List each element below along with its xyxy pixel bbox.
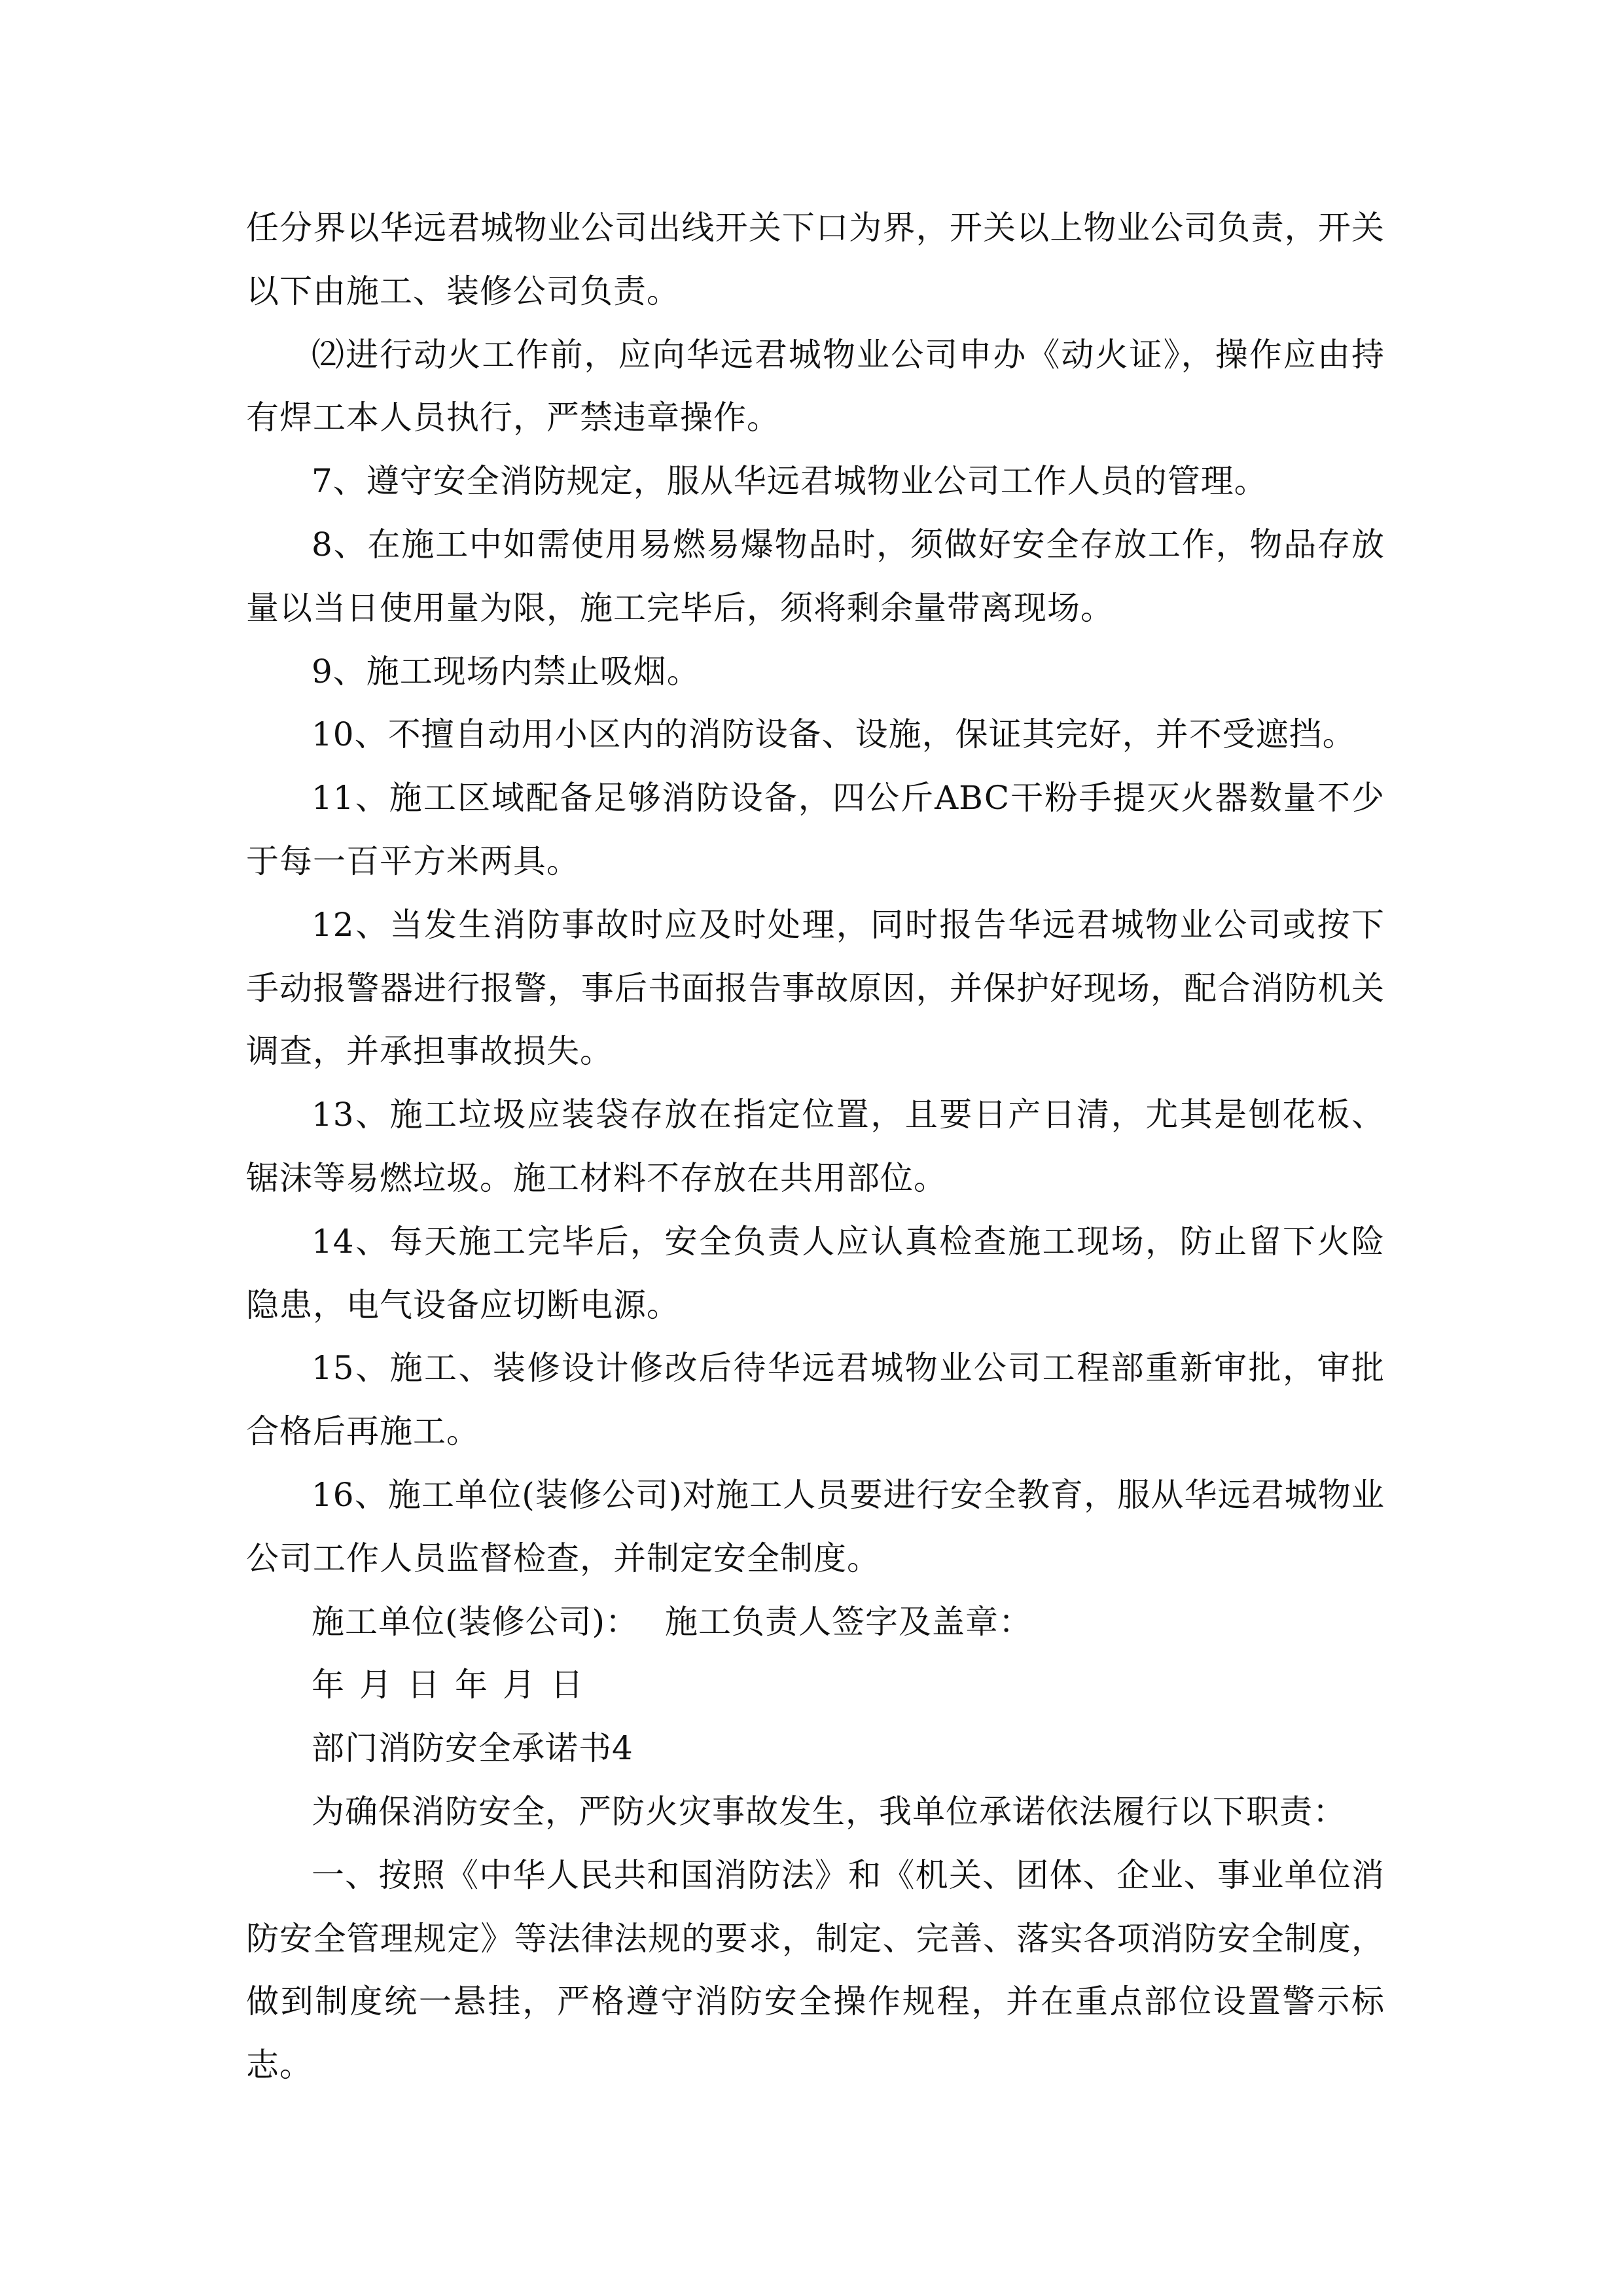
date-month-2: 月 — [503, 1666, 536, 1704]
date-day-1: 日 — [407, 1666, 440, 1704]
paragraph-item-13: 13、施工垃圾应装袋存放在指定位置，且要日产日清，尤其是刨花板、锯沫等易燃垃圾。施工材料不存放在共用部位。 — [246, 1096, 1385, 1197]
paragraph-hot-work-permit: ⑵进行动火工作前，应向华远君城物业公司申办《动火证》，操作应由持有焊工本人员执行，严禁违章操作。 — [246, 335, 1385, 437]
signature-unit-label: 施工单位(装修公司)： — [312, 1602, 639, 1641]
signature-line — [246, 1590, 1385, 1654]
intro-paragraph: 为确保消防安全，严防火灾事故发生，我单位承诺依法履行以下职责： — [312, 1792, 1346, 1831]
paragraph-item-8: 8、在施工中如需使用易燃易爆物品时，须做好安全存放工作，物品存放量以当日使用量为限，施工完毕后，须将剩余量带离现场。 — [246, 525, 1385, 627]
signature-leader-label: 施工负责人签字及盖章： — [665, 1602, 1033, 1641]
date-line — [246, 1653, 1385, 1717]
paragraph-item-11: 11、施工区域配备足够消防设备，四公斤ABC干粉手提灭火器数量不少于每一百平方米两具。 — [246, 779, 1385, 880]
paragraph-power-boundary: 任分界以华远君城物业公司出线开关下口为界，开关以上物业公司负责，开关以下由施工、装修公司负责。 — [246, 209, 1385, 310]
clause-1-paragraph: 一、按照《中华人民共和国消防法》和《机关、团体、企业、事业单位消防安全管理规定》等法律法规的要求，制定、完善、落实各项消防安全制度，做到制度统一悬挂，严格遵守消防安全操作规程，并在重点部位设置警示标志。 — [246, 1856, 1385, 2085]
paragraph-item-7: 7、遵守安全消防规定，服从华远君城物业公司工作人员的管理。 — [312, 462, 1268, 501]
date-day-2: 日 — [550, 1666, 584, 1704]
paragraph-item-14: 14、每天施工完毕后，安全负责人应认真检查施工现场，防止留下火险隐患，电气设备应切断电源。 — [246, 1222, 1385, 1324]
paragraph-item-15: 15、施工、装修设计修改后待华远君城物业公司工程部重新审批，审批合格后再施工。 — [246, 1349, 1385, 1451]
paragraph-item-9: 9、施工现场内禁止吸烟。 — [312, 652, 700, 691]
paragraph-item-16: 16、施工单位(装修公司)对施工人员要进行安全教育，服从华远君城物业公司工作人员监督检查，并制定安全制度。 — [246, 1475, 1385, 1577]
document-body — [246, 196, 1385, 2097]
paragraph-item-12: 12、当发生消防事故时应及时处理，同时报告华远君城物业公司或按下手动报警器进行报警，事后书面报告事故原因，并保护好现场，配合消防机关调查，并承担事故损失。 — [246, 905, 1385, 1071]
paragraph-item-10: 10、不擅自动用小区内的消防设备、设施，保证其完好，并不受遮挡。 — [312, 715, 1356, 754]
section-title: 部门消防安全承诺书4 — [312, 1729, 633, 1768]
date-month-1: 月 — [359, 1666, 393, 1704]
date-year-1: 年 — [312, 1666, 345, 1704]
date-year-2: 年 — [455, 1666, 488, 1704]
